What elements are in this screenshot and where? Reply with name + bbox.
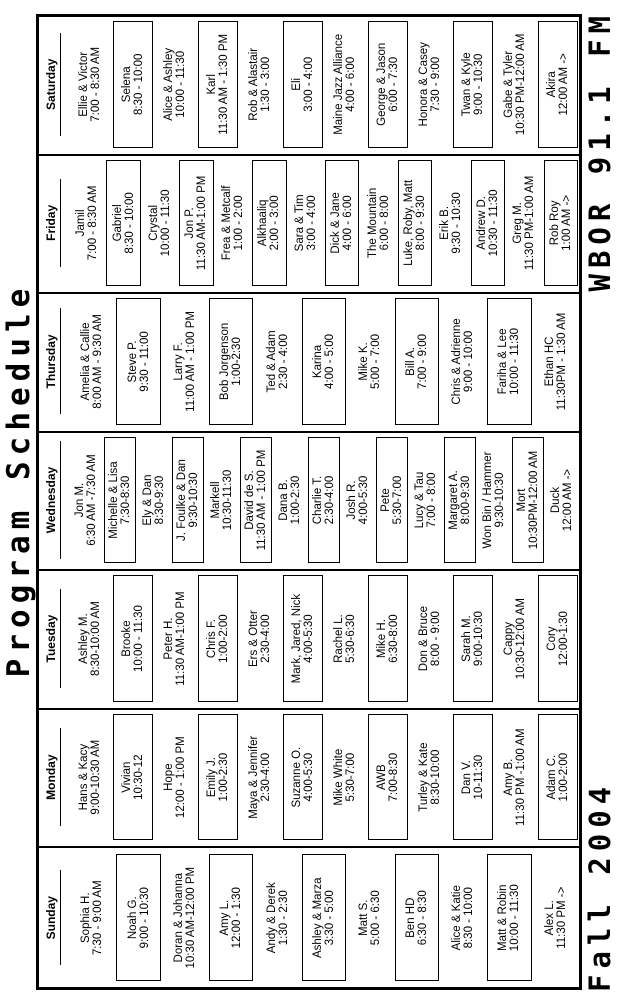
schedule-slot [209, 298, 253, 425]
day-header [44, 15, 66, 154]
schedule-slot [444, 437, 476, 564]
show-name: Ers & Otter [248, 610, 261, 668]
show-name: Mike H. [375, 619, 388, 659]
show-name: Akira [545, 71, 558, 98]
show-name: Fariha & Lee [497, 328, 510, 395]
show-time: 5:30-6:30 [345, 614, 358, 663]
show-name: Mort [516, 488, 528, 512]
show-name: Suzanne O. [290, 746, 303, 808]
schedule-slot [70, 573, 111, 704]
show-time: 1:30 - 3:00 [260, 56, 273, 112]
show-time: 7:00 - 8:30 AM [90, 46, 103, 122]
show-time: 4:00 - 5:00 [323, 333, 336, 389]
schedule-slot [348, 852, 392, 983]
show-name: Vivian [120, 761, 133, 793]
show-name: Ellie & Victor [78, 51, 91, 117]
schedule-slot [544, 160, 578, 287]
show-time: 10:00 - 11:30 [160, 189, 173, 257]
show-time: 7:30-8:30 [120, 475, 132, 525]
schedule-slot [106, 160, 140, 287]
show-name: Sara & Tim [293, 194, 306, 252]
schedule-slot [495, 573, 536, 704]
show-time: 1:00 AM -> [560, 194, 573, 251]
schedule-slot [70, 712, 111, 843]
schedule-slot [487, 298, 531, 425]
show-time: 9:00 - 10:00 [463, 330, 476, 393]
show-name: Michelle & Lisa [108, 461, 120, 539]
show-name: Jon P. [184, 207, 197, 239]
show-name: J. Foulke & Dan [176, 459, 188, 541]
show-time: 12:00 - 1:00 PM [175, 736, 188, 819]
show-name: Ethan HC [543, 336, 556, 387]
schedule-slot [325, 19, 366, 150]
schedule-slot [471, 160, 505, 287]
show-time: 2:30-4:00 [324, 475, 336, 525]
show-time: 9:00-10:30 AM [90, 739, 103, 815]
show-name: Bob Jorgenson [219, 322, 232, 401]
show-name: Cappy [503, 621, 516, 656]
show-time: 10:30 - 11:30 [487, 189, 500, 257]
show-time: 10:30-12:00 AM [515, 597, 528, 680]
schedule-slot [395, 298, 439, 425]
show-name: Selena [120, 66, 133, 103]
show-time: 8:30 - 10:00 [123, 192, 136, 254]
show-name: Luke, Roby, Matt [403, 179, 416, 266]
show-time: 8:00 AM - 9:30 AM [92, 314, 105, 409]
show-name: Doran & Johanna [172, 872, 185, 963]
show-name: Frea & Metcalf [220, 185, 233, 261]
schedule-slot [113, 575, 154, 702]
show-time: 11:30PM - 1:30 AM [555, 312, 568, 411]
schedule-slot [113, 21, 154, 148]
show-name: Gabriel [111, 204, 124, 242]
show-time: 8:30-10:00 [430, 749, 443, 805]
schedule-slot [143, 158, 177, 289]
schedule-slot [206, 435, 238, 566]
day-column-friday [39, 154, 579, 295]
show-name: Eli [290, 77, 303, 91]
show-time: 4:00-5:30 [302, 752, 315, 802]
schedule-slot [410, 19, 451, 150]
show-name: Lucy & Tau [414, 471, 426, 529]
show-name: Larry F. [172, 342, 185, 381]
schedule-slot [441, 296, 485, 427]
day-header [44, 431, 66, 570]
show-name: Hope [163, 763, 176, 791]
show-time: 10:30 AM-12:00 PM [184, 866, 197, 969]
show-name: Emily J. [205, 757, 218, 798]
show-time: 3:00 - 4:00 [305, 195, 318, 251]
schedule-slot [70, 158, 104, 289]
show-name: Amelia & Callie [80, 322, 93, 401]
show-name: Sophia H. [80, 892, 93, 943]
show-time: 11:30 AM - 1:30 PM [217, 33, 230, 135]
schedule-slot [172, 437, 204, 564]
schedule-slot [116, 298, 160, 425]
show-time: 2:00 - 3:00 [269, 195, 282, 251]
show-name: Noah G. [126, 896, 139, 940]
show-name: Karina [311, 344, 324, 379]
show-time: 7:30 - 9:00 AM [92, 880, 105, 956]
show-time: 3:30 - 5:00 [323, 890, 336, 946]
show-name: Matt & Robin [497, 884, 510, 951]
show-time: 1:00-2:30 [290, 475, 302, 525]
show-name: Matt S. [358, 899, 371, 936]
show-time: 11:30 PM -> [555, 886, 568, 949]
show-name: Alice & Ashley [163, 47, 176, 121]
day-column-monday [39, 708, 579, 849]
show-time: 11:30 AM-1:00 PM [196, 175, 209, 271]
show-name: Adam C. [545, 754, 558, 800]
show-time: 6:30 - 8:30 [416, 890, 429, 946]
show-name: The Mountain [366, 187, 379, 259]
day-header [44, 292, 66, 431]
schedule-slot [198, 21, 239, 148]
schedule-slot [155, 573, 196, 704]
schedule-slot [342, 435, 374, 566]
schedule-slot [534, 296, 578, 427]
show-time: 12:00 - 1:30 [231, 887, 244, 949]
schedule-slot [495, 19, 536, 150]
page-title: Program Schedule [1, 282, 37, 678]
show-time: 9:30-10:30 [494, 472, 506, 528]
show-time: 10:30-11:30 [222, 469, 234, 531]
show-time: 6:00 - 7:30 [387, 56, 400, 112]
schedule-slot [209, 854, 253, 981]
show-time: 8:30-9:30 [154, 475, 166, 525]
show-time: 3:00 - 4:00 [302, 56, 315, 112]
show-name: Ashley & Marza [311, 877, 324, 958]
day-column-tuesday [39, 569, 579, 710]
show-time: 2:30-4:00 [260, 752, 273, 802]
schedule-slot [283, 21, 324, 148]
show-name: Amy B. [503, 758, 516, 796]
show-time: 6:30-8:00 [387, 614, 400, 663]
day-name: Tuesday [44, 589, 61, 689]
schedule-slot [376, 437, 408, 564]
schedule-slot [302, 854, 346, 981]
schedule-slot [163, 296, 207, 427]
show-name: Ben HD [404, 897, 417, 938]
schedule-slot [163, 852, 207, 983]
show-name: Honora & Casey [418, 42, 431, 127]
show-name: Dick & Jane [330, 192, 343, 254]
show-name: Twan & Kyle [460, 52, 473, 117]
show-name: Dan V. [460, 760, 473, 795]
show-name: Chris F. [205, 619, 218, 659]
show-name: Sarah M. [460, 615, 473, 662]
show-time: 10:00 - 11:30 [132, 605, 145, 673]
show-time: 4:00 - 6:00 [342, 195, 355, 251]
schedule-slot [116, 854, 160, 981]
show-name: Rachel L. [333, 614, 346, 663]
show-name: Maya & Jennifer [248, 735, 261, 819]
schedule-slot [441, 852, 485, 983]
show-name: Won Bin / Hammer [482, 451, 494, 549]
schedule-slot [70, 435, 102, 566]
show-name: Bill A. [404, 347, 417, 376]
show-name: Alex L. [543, 900, 556, 936]
show-name: Dana B. [278, 479, 290, 521]
schedule-slot [216, 158, 250, 289]
schedule-slot [546, 435, 578, 566]
show-time: 8:00 - 9:00 [430, 611, 443, 667]
schedule-slot [368, 575, 409, 702]
schedule-slot [487, 854, 531, 981]
show-name: Greg M. [512, 202, 525, 244]
schedule-slot [368, 21, 409, 148]
show-time: 7:30 - 9:00 [430, 56, 443, 112]
schedule-slot [308, 437, 340, 564]
show-time: 4:00-5:30 [358, 475, 370, 525]
schedule-slot [538, 21, 579, 148]
day-column-thursday [39, 292, 579, 433]
schedule-slot [325, 712, 366, 843]
show-time: 1:00-2:30 [231, 337, 244, 386]
schedule-slot [478, 435, 510, 566]
show-time: 8:00-9:30 [460, 475, 472, 525]
show-name: George & Jason [375, 42, 388, 126]
show-name: Chris & Adrienne [451, 318, 464, 405]
day-name: Sunday [44, 870, 61, 965]
show-time: 5:30-7:00 [392, 475, 404, 525]
show-time: 7:00 - 8:00 [426, 472, 438, 528]
show-name: Charlie T. [312, 475, 324, 525]
show-time: 11:30 PM-1:00 AM [524, 175, 537, 271]
schedule-slot [255, 852, 299, 983]
show-time: 7:00 - 8:30 AM [87, 185, 100, 261]
show-time: 7:00 - 9:00 [416, 333, 429, 389]
show-name: Alkhaaliq [257, 199, 270, 247]
show-time: 10:30-12 [132, 754, 145, 800]
show-name: Steve P. [126, 340, 139, 383]
show-time: 8:30 - 10:00 [463, 887, 476, 949]
schedule-slot [410, 573, 451, 704]
show-name: AWB [375, 764, 388, 791]
show-time: 4:00 - 6:00 [345, 56, 358, 112]
show-time: 5:30-7:00 [345, 752, 358, 802]
show-time: 9:00-10:30 [472, 611, 485, 667]
day-header [44, 154, 66, 293]
day-name: Thursday [44, 308, 61, 414]
show-time: 5:00 - 6:30 [370, 890, 383, 946]
schedule-slot [368, 714, 409, 841]
show-name: Duck [550, 486, 562, 514]
show-name: Josh R. [346, 480, 358, 520]
show-time: 12:00-1:30 [557, 611, 570, 667]
show-time: 5:00 - 7:00 [370, 333, 383, 389]
schedule-slot [453, 575, 494, 702]
show-time: 1:00-2:00 [557, 752, 570, 802]
show-time: 8:30-10:00 AM [90, 601, 103, 676]
schedule-slot [325, 573, 366, 704]
schedule-slot [274, 435, 306, 566]
show-name: Ashley M. [78, 613, 91, 664]
schedule-slot [398, 160, 432, 287]
show-name: Peter H. [163, 617, 176, 660]
show-time: 6:30 AM -7:30 AM [86, 454, 98, 546]
show-time: 1:00-2:30 [217, 752, 230, 802]
day-column-sunday [39, 848, 579, 987]
show-name: Andy & Derek [265, 882, 278, 954]
show-name: Gabe & Tyler [503, 50, 516, 118]
show-name: Pete [380, 488, 392, 512]
show-time: 10-11:30 [472, 754, 485, 800]
schedule-slot [302, 298, 346, 425]
show-time: 9:00 - 10:30 [472, 53, 485, 115]
day-name: Wednesday [44, 441, 61, 559]
schedule-slot [361, 158, 395, 289]
show-name: Turley & Kate [418, 742, 431, 812]
schedule-slot [453, 21, 494, 148]
show-name: Margaret A. [448, 470, 460, 530]
show-time: 10:30PM-12:00 AM [528, 450, 540, 550]
schedule-slot [495, 712, 536, 843]
day-column-wednesday [39, 431, 579, 572]
schedule-slot [155, 19, 196, 150]
show-name: Alice & Katie [451, 885, 464, 951]
schedule-grid [36, 14, 582, 990]
show-time: 9:30-10:30 [188, 472, 200, 528]
show-time: 8:00 - 9:30 [415, 195, 428, 251]
show-name: Don & Bruce [418, 605, 431, 672]
show-name: Erik B. [439, 205, 452, 240]
schedule-slot [512, 437, 544, 564]
show-time: 1:00-2:00 [217, 614, 230, 663]
schedule-slot [434, 158, 468, 289]
show-name: Andrew D. [475, 196, 488, 250]
show-name: Mike White [333, 748, 346, 806]
show-name: Amy L. [219, 899, 232, 936]
day-name: Monday [44, 728, 61, 825]
station-label: WBOR 91.1 FM [583, 10, 617, 292]
show-time: 10:00 - 11:30 [509, 884, 522, 952]
show-time: 12:00 AM -> [562, 468, 574, 532]
show-time: 11:30 AM - 1:00 PM [256, 449, 268, 551]
schedule-slot [70, 852, 114, 983]
schedule-slot [179, 160, 213, 287]
show-time: 8:30 - 10:00 [132, 53, 145, 115]
show-time: 1:00 - 2:00 [232, 195, 245, 251]
schedule-slot [70, 296, 114, 427]
schedule-slot [289, 158, 323, 289]
show-time: 9:00 - 10:30 [138, 887, 151, 949]
show-time: 10:00 - 11:30 [175, 50, 188, 118]
show-time: 10:30 PM-12:00 AM [515, 33, 528, 136]
day-header [44, 569, 66, 708]
show-time: 6:00 - 8:00 [378, 195, 391, 251]
show-name: Hans & Kacy [78, 743, 91, 811]
schedule-slot [70, 19, 111, 150]
show-time: 11:00 AM - 1:00 PM [184, 311, 197, 412]
schedule-slot [138, 435, 170, 566]
schedule-slot [534, 852, 578, 983]
day-column-saturday [39, 15, 579, 156]
show-name: Ely & Dan [142, 474, 154, 526]
schedule-slot [198, 575, 239, 702]
schedule-slot [104, 437, 136, 564]
show-name: Ted & Adam [265, 330, 278, 393]
show-time: 4:00-5:30 [302, 614, 315, 663]
show-name: Rob & Alastair [248, 47, 261, 121]
schedule-slot [410, 712, 451, 843]
schedule-slot [113, 714, 154, 841]
schedule-slot [240, 19, 281, 150]
show-time: 7:00-8:30 [387, 752, 400, 802]
show-name: Brooke [120, 620, 133, 657]
show-time: 1:30 - 2:30 [277, 890, 290, 946]
day-header [44, 848, 66, 987]
schedule-slot [283, 714, 324, 841]
schedule-slot [538, 714, 579, 841]
show-time: 9:30 - 10:30 [451, 192, 464, 254]
show-name: Rob Roy [548, 200, 561, 246]
show-name: Cory [545, 626, 558, 651]
show-time: 11:30 PM -1:00 AM [515, 728, 528, 826]
show-name: Markell [210, 481, 222, 519]
show-time: 11:30 AM-1:00 PM [175, 591, 188, 686]
show-name: Karl [205, 74, 218, 95]
day-name: Friday [44, 179, 61, 267]
show-time: 9:30 - 11:00 [138, 331, 151, 392]
schedule-slot [252, 160, 286, 287]
day-header [44, 708, 66, 847]
show-name: Maine Jazz Alliance [333, 33, 346, 135]
season-label: Fall 2004 [583, 780, 617, 992]
schedule-slot [453, 714, 494, 841]
schedule-slot [538, 575, 579, 702]
show-time: 2:30-4:00 [260, 614, 273, 663]
show-name: Mark, Jared, Nick [290, 593, 303, 684]
show-time: 2:30 - 4:00 [277, 333, 290, 389]
schedule-slot [410, 435, 442, 566]
schedule-slot [395, 854, 439, 981]
schedule-slot [240, 573, 281, 704]
schedule-slot [240, 712, 281, 843]
show-time: 12:00 AM -> [557, 53, 570, 116]
show-name: David de S. [244, 470, 256, 530]
schedule-slot [155, 712, 196, 843]
show-name: Mike K. [358, 342, 371, 381]
schedule-slot [507, 158, 541, 289]
schedule-slot [198, 714, 239, 841]
schedule-slot [348, 296, 392, 427]
show-time: 10:00 - 11:30 [509, 327, 522, 395]
schedule-slot [325, 160, 359, 287]
day-name: Saturday [44, 33, 61, 136]
show-name: Jon M. [74, 482, 86, 518]
show-name: Crystal [148, 204, 161, 241]
schedule-slot [255, 296, 299, 427]
schedule-slot [240, 437, 272, 564]
schedule-slot [283, 575, 324, 702]
show-name: Jamil [75, 209, 88, 237]
